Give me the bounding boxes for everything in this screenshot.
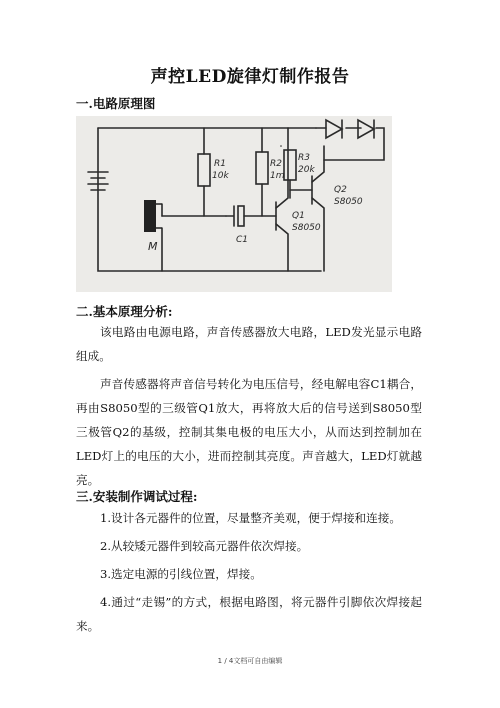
document-title: 声控LED旋律灯制作报告 [150, 67, 350, 87]
r3-resistor [284, 150, 296, 180]
svg-text:20k: 20k [298, 165, 315, 175]
svg-text:S8050: S8050 [292, 223, 321, 233]
section-heading-assembly: 三.安装制作调试过程: [76, 489, 198, 504]
svg-text:M: M [148, 240, 158, 253]
assembly-step-4: 4.通过“走锡”的方式，根据电路图，将元器件引脚依次焊接起来。 [76, 595, 422, 633]
analysis-paragraph-2: 声音传感器将声音信号转化为电压信号，经电解电容C1耦合，再由S8050型的三级管Q1放大，再将放大后的信号送到S8050型三极管Q2的基级，控制其集电极的电压大小，从而达到控制加在LED灯上的电压的大小，进而控制其亮度。声音越大，LED灯就越亮。 [76, 377, 422, 487]
circuit-schematic [76, 116, 392, 292]
svg-text:S8050: S8050 [334, 197, 363, 207]
r2-resistor [256, 152, 268, 184]
svg-text:Q1: Q1 [292, 211, 305, 221]
svg-text:10k: 10k [212, 171, 229, 181]
c1-plate-1 [226, 206, 234, 226]
svg-text:R1: R1 [214, 159, 226, 169]
section-heading-analysis: 二.基本原理分析: [76, 304, 173, 319]
led-2 [358, 120, 374, 138]
svg-text:R3: R3 [298, 153, 310, 163]
microphone-symbol [144, 200, 156, 232]
svg-text:Q2: Q2 [334, 185, 347, 195]
assembly-step-2: 2.从较矮元器件到较高元器件依次焊接。 [100, 539, 309, 553]
page-footer: 1 / 4文档可自由编辑 [217, 657, 283, 665]
assembly-step-3: 3.选定电源的引线位置，焊接。 [100, 567, 262, 581]
svg-text:R2: R2 [270, 159, 282, 169]
svg-text:1m: 1m [270, 171, 285, 181]
svg-text:C1: C1 [236, 235, 249, 245]
analysis-paragraph-1: 该电路由电源电路，声音传感器放大电路，LED发光显示电路组成。 [76, 325, 422, 363]
circuit-diagram-photo [76, 116, 392, 292]
led-1 [326, 120, 342, 138]
r1-resistor [198, 154, 210, 186]
section-heading-circuit: 一.电路原理图 [76, 96, 156, 111]
assembly-step-1: 1.设计各元器件的位置，尽量整齐美观，便于焊接和连接。 [100, 511, 401, 525]
c1-plate-2 [238, 206, 244, 226]
